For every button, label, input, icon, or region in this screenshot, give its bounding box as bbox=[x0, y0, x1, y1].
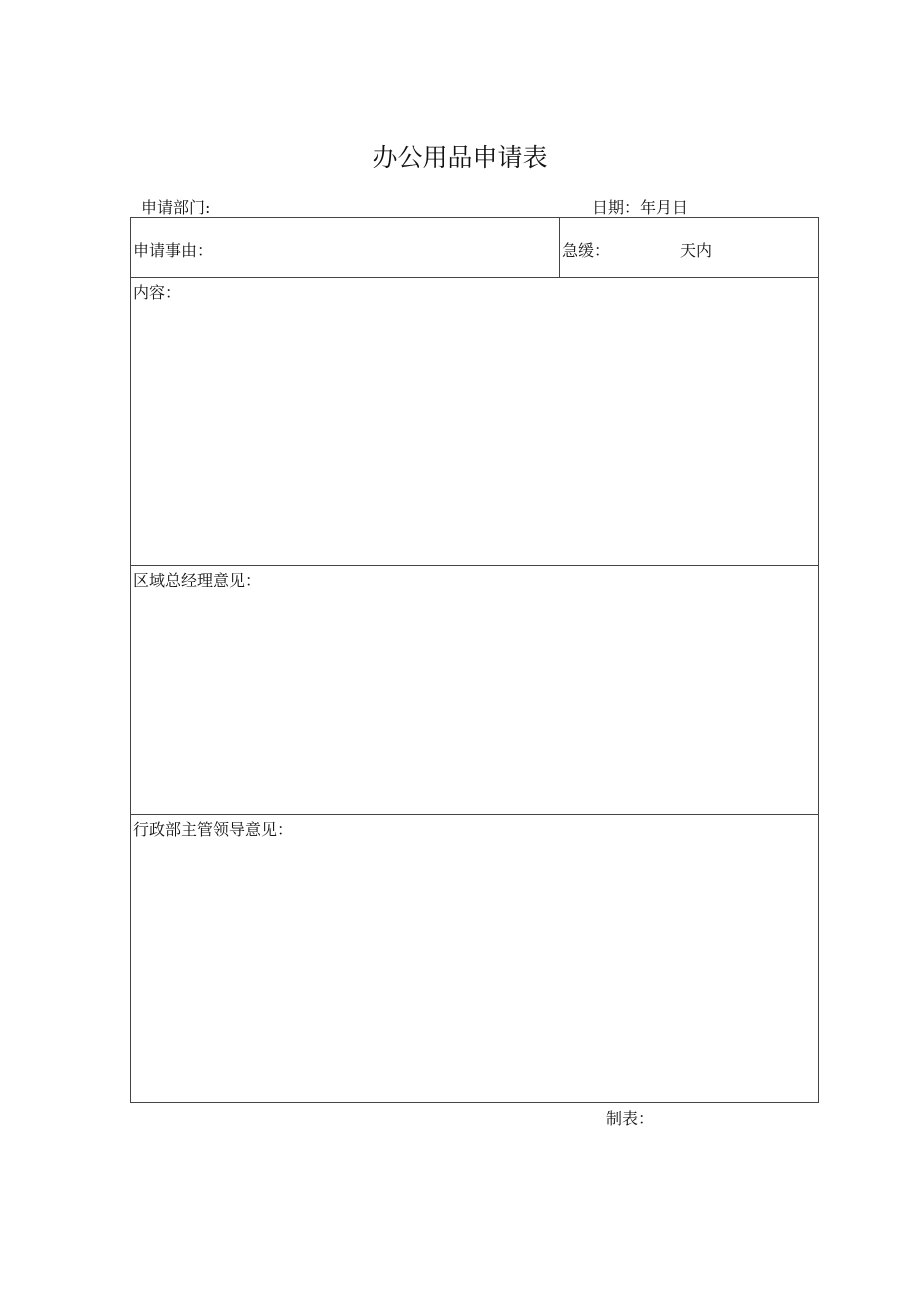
admin-supervisor-label: 行政部主管领导意见： bbox=[133, 820, 294, 839]
page-title: 办公用品申请表 bbox=[372, 143, 548, 172]
application-form-table bbox=[130, 217, 819, 1103]
content-label: 内容： bbox=[133, 283, 182, 302]
content-row bbox=[131, 278, 818, 566]
reason-row bbox=[131, 218, 818, 278]
admin-supervisor-row bbox=[131, 815, 818, 1102]
urgency-unit: 天内 bbox=[680, 241, 713, 260]
department-label: 申请部门: bbox=[141, 198, 211, 217]
form-maker-label: 制表： bbox=[606, 1109, 655, 1128]
regional-manager-row bbox=[131, 566, 818, 815]
cell-divider bbox=[559, 218, 560, 277]
reason-label: 申请事由： bbox=[133, 241, 214, 260]
regional-manager-label: 区域总经理意见： bbox=[133, 571, 262, 590]
urgency-label: 急缓： bbox=[562, 241, 611, 260]
date-label: 日期：年月日 bbox=[592, 198, 689, 217]
